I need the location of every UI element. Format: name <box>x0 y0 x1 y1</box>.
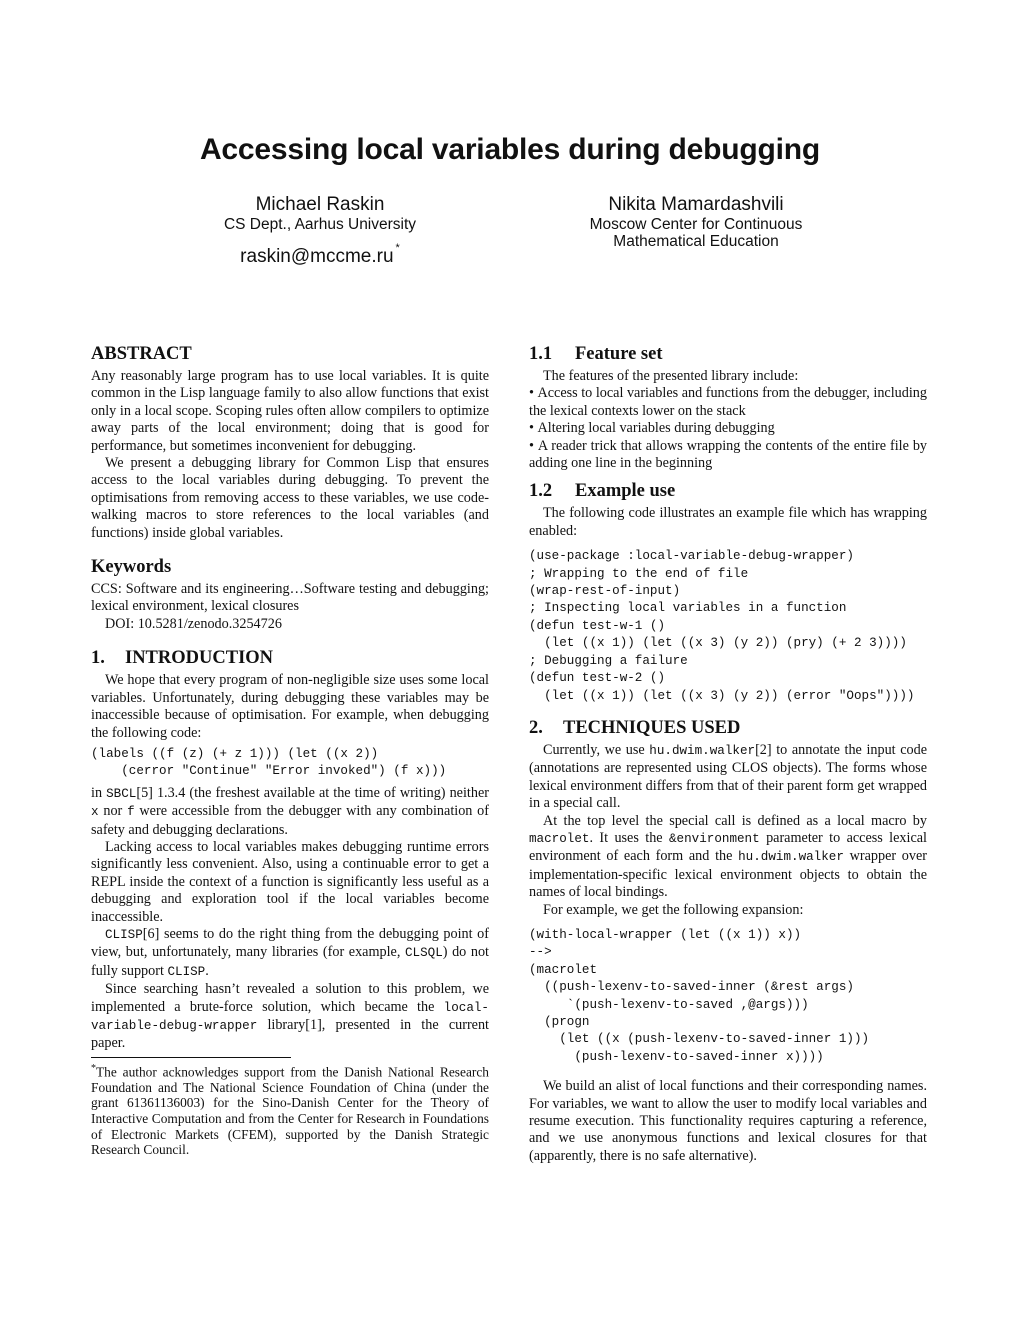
inline-code: CLISP <box>105 927 143 942</box>
keywords-doi: DOI: 10.5281/zenodo.3254726 <box>105 615 282 632</box>
section-title: Example use <box>575 481 676 502</box>
intro-paragraph-3: Lacking access to local variables makes debugging runtime errors significantly less convenient. Also, using a continuable error to get a REPL inside the context of a function is significantly less useful as a debugging and exploration tool if the local variables become inaccessible. <box>91 838 489 925</box>
paper-title: Accessing local variables during debugging <box>199 133 821 167</box>
section-number: 1.2 <box>529 481 553 502</box>
author-block-2 <box>516 193 876 250</box>
example-code-block: (use-package :local-variable-debug-wrapper) ; Wrapping to the end of file (wrap-rest-of-input) ; Inspecting local variables in a function (defun test-w-1 () (let ((x 1)) (let ((x 3) (y 2)) (pry) (+ 2 3)))) ; Debugging a failure (defun test-w-2 () (let ((x 1)) (let ((x 3) (y 2)) (error "Oops")))) <box>529 549 915 703</box>
author-name: Nikita Mamardashvili <box>608 194 784 215</box>
abstract-heading: ABSTRACT <box>91 344 192 364</box>
intro-paragraph-1: We hope that every program of non-negligible size uses some local variables. Unfortunately, during debugging these variables may be inaccessible because of optimisation. For example, when debugging the following code: <box>91 672 489 741</box>
intro-paragraph-2: in SBCL[5] 1.3.4 (the freshest available at the time of writing) neither x nor f were accessible from the debugger with any combination of safety and debugging declarations. <box>91 784 490 838</box>
inline-code: CLISP <box>167 964 206 979</box>
author-block-1 <box>140 193 500 270</box>
example-use-intro: The following code illustrates an example file which has wrapping enabled: <box>529 505 927 539</box>
inline-code: SBCL <box>106 786 137 801</box>
introduction-heading <box>91 647 489 669</box>
intro-paragraph-4: CLISP[6] seems to do the right thing from the debugging point of view, but, unfortunately, many libraries (for example, CLSQL) do not fully support CLISP. <box>91 925 489 979</box>
section-number: 2. <box>529 717 543 738</box>
feature-item: • Altering local variables during debugging <box>529 420 927 437</box>
feature-item: • A reader trick that allows wrapping the contents of the entire file by adding one line in the beginning <box>529 438 927 473</box>
keywords-ccs: CCS: Software and its engineering…Software testing and debugging; lexical environment, lexical closures <box>91 581 489 615</box>
feature-set-intro: The features of the presented library include: <box>543 368 799 384</box>
inline-code: hu.dwim.walker <box>738 850 844 865</box>
example-use-heading <box>529 480 927 502</box>
footnote: *The author acknowledges support from the Danish National Research Foundation and The National Science Foundation of China (under the grant 61361136003) for the Sino-Danish Center for the Theory of Interactive Computation and from the Center for Research in Foundations of Electronic Markets (CFEM), supported by the Danish Strategic Research Council. <box>91 1062 489 1158</box>
feature-item: • Access to local variables and functions from the debugger, including the lexical contexts lower on the stack <box>529 385 927 420</box>
footnote-mark: * <box>91 1062 96 1074</box>
intro-code-block: (labels ((f (z) (+ z 1))) (let ((x 2)) (cerror "Continue" "Error invoked") (f x))) <box>91 746 447 779</box>
techniques-paragraph-3: For example, we get the following expansion: <box>543 901 804 918</box>
inline-code: hu.dwim.walker <box>649 743 756 758</box>
inline-code: CLSQL <box>404 946 443 961</box>
section-number: 1. <box>91 648 105 669</box>
section-number: 1.1 <box>529 344 553 364</box>
author-affiliation-line-2: Mathematical Education <box>613 233 779 250</box>
abstract-paragraph-2: We present a debugging library for Common Lisp that ensures access to the local variables during debugging. To prevent the optimisations from removing access to these variables, we use code-walking macros to store references to the local variables (and functions) inside global variables. <box>91 455 489 541</box>
expansion-code-block: (with-local-wrapper (let ((x 1)) x)) --> (macrolet ((push-lexenv-to-saved-inner (&rest args) `(push-lexenv-to-saved ,@args))) (progn (let ((x (push-lexenv-to-saved-inner 1))) (push-lexenv-to-saved-inner x)))) <box>529 927 870 1064</box>
inline-code: macrolet <box>529 831 590 846</box>
right-column <box>529 343 927 1165</box>
techniques-paragraph-1: Currently, we use hu.dwim.walker[2] to annotate the input code (annotations are represented using CLOS objects). The forms whose lexical environment differs from that of their parent form get wrapped in a special call. <box>529 741 927 812</box>
section-title: INTRODUCTION <box>125 648 274 669</box>
abstract-paragraph-1: Any reasonably large program has to use local variables. It is quite common in the Lisp language family to also allow functions that exist only in a local scope. Scoping rules often allow compilers to optimize away parts of the local environment; doing that is good for performance, but sometimes inconvenient for debugging. <box>91 368 489 454</box>
footnote-mark: * <box>395 242 400 254</box>
feature-set-heading <box>529 343 927 365</box>
techniques-heading <box>529 717 927 739</box>
techniques-paragraph-4: We build an alist of local functions and their corresponding names. For variables, we want to allow the user to modify local variables and resume execution. This functionality requires capturing a reference, and we use anonymous functions and lexical closures for that (apparently, there is no safe alternative). <box>529 1078 927 1164</box>
section-title: TECHNIQUES USED <box>563 717 741 738</box>
intro-paragraph-5: Since searching hasn’t revealed a solution to this problem, we implemented a brute-force solution, which became the local-variable-debug-wrapper library[1], presented in the current paper. <box>91 981 489 1052</box>
left-column <box>91 343 489 1158</box>
author-affiliation: CS Dept., Aarhus University <box>223 216 417 233</box>
inline-code: local-variable-debug-wrapper <box>91 1000 489 1033</box>
author-email <box>140 235 500 270</box>
keywords-heading: Keywords <box>91 557 172 578</box>
footnote-rule <box>91 1057 291 1058</box>
inline-code: &environment <box>668 831 760 846</box>
techniques-paragraph-2: At the top level the special call is defined as a local macro by macrolet. It uses the &environment parameter to access lexical environment of each form and the hu.dwim.walker wrapper over implementation-specific lexical environment objects to obtain the names of local bindings. <box>529 812 928 901</box>
inline-code: x <box>91 805 99 820</box>
section-title: Feature set <box>575 344 663 364</box>
author-name: Michael Raskin <box>255 194 385 215</box>
author-affiliation-line-1: Moscow Center for Continuous <box>589 216 803 233</box>
author-email-text: raskin@mccme.ru <box>240 246 394 267</box>
inline-code: f <box>127 805 135 820</box>
